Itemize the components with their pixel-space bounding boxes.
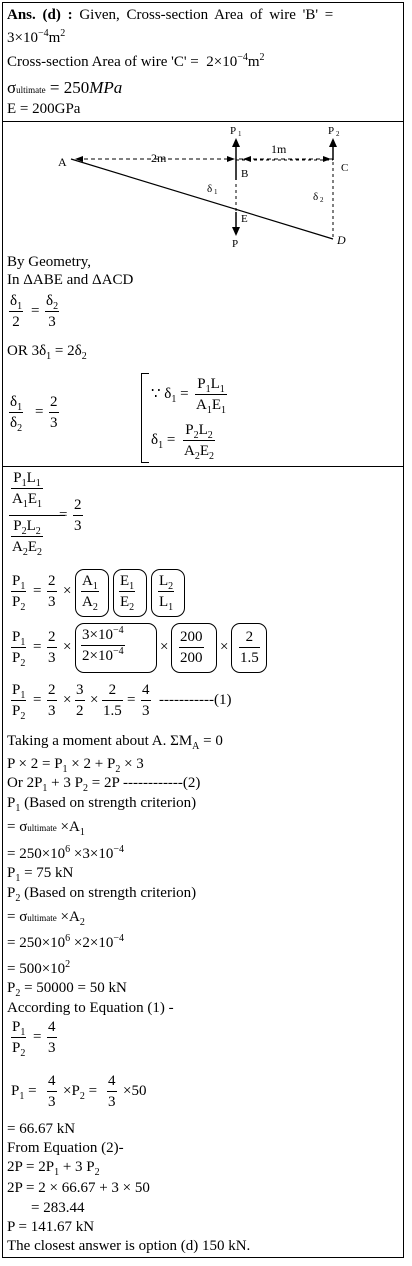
given-text: Given, Cross-section Area of wire 'B' = — [79, 7, 334, 23]
eq2-sum: = 283.44 — [31, 1200, 85, 1216]
p-result: P = 141.67 kN — [7, 1219, 95, 1235]
geometry-cell: A 2m 1m P 1 P 2 B C δ 1 δ 2 E D P By Geometry, In ΔABE and ΔACD $\delta_1$ 2 = $\delta_2$ 3 OR $3\delta_1 = 2\delta_2$ $\delta_1$ $\delta_2$ = 2 3 ∵ $\delta_1$ = $P_1L_1$ $A_1E_1$ $\delta_1$ = $P_2L_2$ $A_2E_2$ — [3, 122, 403, 467]
label-b: B — [241, 168, 249, 180]
svg-text:1: 1 — [238, 130, 242, 138]
label-d: D — [337, 233, 346, 247]
fraction-p2l2-a2e2: $P_2L_2$ $A_2E_2$ — [184, 422, 215, 462]
svg-text:2: 2 — [320, 196, 324, 204]
ratio-substituted: $P_1$ $P_2$ — [12, 629, 26, 669]
p1-result: $P_1 = 75$ kN — [7, 865, 74, 884]
p1-expression: $P_1$ = — [11, 1083, 37, 1102]
fraction-d1-over-2: $\delta_1$ 2 — [10, 293, 23, 330]
moment-line: Taking a moment about A. $\Sigma M_A = 0$ — [7, 733, 223, 752]
label-delta2: δ — [313, 191, 319, 203]
eq2-numbers: 2P = 2 × 66.67 + 3 × 50 — [7, 1180, 150, 1196]
label-c: C — [341, 162, 349, 174]
p1-criterion: $P_1$ (Based on strength criterion) — [7, 795, 197, 814]
label-1m: 1m — [271, 142, 287, 156]
svg-text:2: 2 — [336, 130, 340, 138]
label-delta1: δ — [207, 183, 213, 195]
closest-answer: The closest answer is option (d) 150 kN. — [7, 1238, 251, 1254]
fraction-2-over-3: 2 3 — [50, 394, 58, 431]
label-p2: P — [328, 125, 335, 137]
label-a: A — [58, 155, 67, 169]
beam-line — [71, 159, 333, 239]
modulus-line: E = 200GPa — [7, 101, 81, 117]
moment-equation: $P \times 2 = P_1 \times 2 + P_2 \times 3$ — [7, 756, 144, 775]
equation-1-tag: -----------(1) — [159, 692, 232, 708]
area-b-value: $3\times 10^{-4}m^2$ — [7, 28, 66, 46]
compound-fraction: $P_1L_1$ $A_1E_1$ — [12, 470, 43, 510]
answer-line — [7, 8, 333, 23]
calculation-cell: $P_1L_1$ $A_1E_1$ $P_2L_2$ $A_2E_2$ = 2 3 $P_1$ $P_2$ = 2 3 × $A_1$ $A_2$ $E_1$ $E_2$ $L_2$ $L_1$ $P_1$ $P_2$ = 2 3 × $3\times 10^{-4}$ $2\times 10^{-4}$ × 200 200 × 2 1.5 $P_1$ $P_2$ = 2 3 × 3 2 × 2 1.5 = 4 3 -----------(1) Taking a moment about A. $\Sigma M_A = 0$ $P \times 2 = P_1 \times 2 + P_2 \times 3$ Or $2P_1 + 3$ $P_2 = 2P$ ------------(2) $P_1$ (Based on strength criterion) = σultimate $\times A_1$ = $250\times 10^6 \times 3\times 10^{-4}$ $P_1 = 75$ kN $P_2$ (Based on strength criterion) = σultimate $\times A_2$ = $250\times 10^6 \times 2\times 10^{-4}$ = $500\times 10^2$ $P_2 = 50000 = 50$ kN According to Equation (1) - $P_1$ $P_2$ = 4 3 $P_1$ = 4 3 $\times P_2$ = 4 3 ×50 = 66.67 kN From Equation (2)- $2P = 2P_1 + 3$ $P_2$ 2P = 2 × 66.67 + 3 × 50 = 283.44 P = 141.67 kN The closest answer is option (d) 150 kN. — [3, 467, 403, 1259]
arrowhead-left-1m — [243, 156, 251, 162]
label-p1: P — [230, 125, 237, 137]
similar-triangles: In ΔABE and ΔACD — [7, 272, 134, 288]
arrow-p1 — [232, 138, 240, 147]
fraction-d2-over-3: $\delta_2$ 3 — [46, 293, 59, 330]
fraction-p1l1-a1e1: $P_1L_1$ $A_1E_1$ — [196, 376, 227, 416]
fraction-d1-over-d2: $\delta_1$ $\delta_2$ — [10, 394, 23, 434]
p2-calc-2: = $500\times 10^2$ — [7, 959, 71, 977]
arrow-p2 — [329, 138, 337, 147]
solution-table — [2, 2, 404, 1258]
label-2m: 2m — [151, 151, 167, 165]
p1-stress-area: = σultimate $\times A_1$ — [7, 819, 85, 838]
p1-final: = 66.67 kN — [7, 1121, 76, 1137]
by-geometry: By Geometry, — [7, 254, 92, 270]
equation-2: Or $2P_1 + 3$ $P_2 = 2P$ ------------(2) — [7, 775, 201, 794]
from-eq2: From Equation (2)- — [7, 1140, 124, 1156]
arrowhead-right-1m — [323, 156, 331, 162]
p1-calc: = $250\times 10^6 \times 3\times 10^{-4}$ — [7, 844, 124, 862]
arrowhead-right-2m — [227, 156, 235, 162]
answer-label: Ans. (d) : — [7, 7, 73, 23]
area-c-line: Cross-section Area of wire '$C' = 2\times 10^{-4}m^2$ — [7, 52, 265, 70]
given-cell — [3, 3, 403, 122]
according-eq1: According to Equation (1) - — [7, 1000, 174, 1016]
ratio-again: $P_1$ $P_2$ — [12, 1019, 26, 1059]
p2-calc: = $250\times 10^6 \times 2\times 10^{-4}$ — [7, 933, 124, 951]
or-relation: OR $3\delta_1 = 2\delta_2$ — [7, 343, 87, 362]
label-p: P — [232, 238, 239, 250]
svg-text:1: 1 — [214, 188, 218, 196]
p2-stress-area: = σultimate $\times A_2$ — [7, 909, 85, 928]
eq2-substitution: $2P = 2P_1 + 3$ $P_2$ — [7, 1159, 100, 1178]
ratio-result: $P_1$ $P_2$ — [12, 682, 26, 722]
ratio-p1-p2: $P_1$ $P_2$ — [12, 573, 26, 613]
label-e: E — [241, 213, 248, 225]
p2-result: $P_2 = 50000 = 50$ kN — [7, 980, 127, 999]
p2-criterion: $P_2$ (Based on strength criterion) — [7, 885, 197, 904]
bracket — [141, 373, 149, 463]
arrow-p — [232, 227, 240, 236]
beam-diagram — [3, 122, 403, 257]
sigma-line: σultimate = 250MPa — [7, 78, 123, 97]
